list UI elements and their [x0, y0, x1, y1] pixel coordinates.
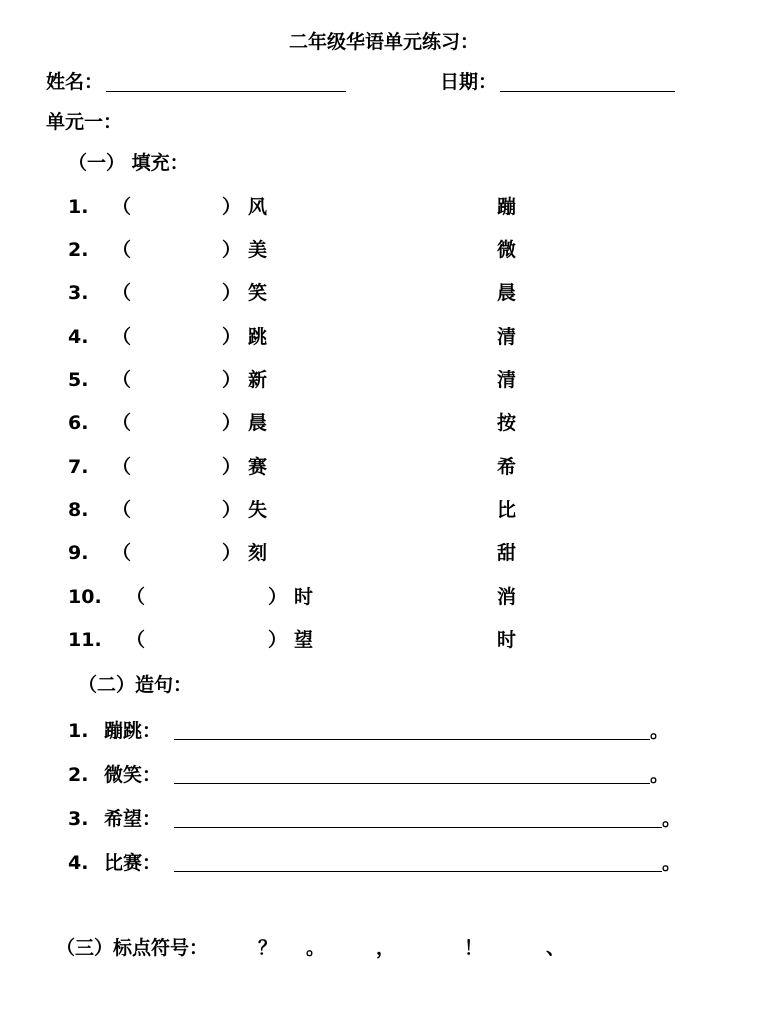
end-period: 。 [650, 720, 670, 742]
row-number: 2. [68, 239, 89, 261]
enumeration-comma-mark: 、 [546, 937, 566, 959]
page-title: 二年级华语单元练习： [288, 31, 479, 53]
open-paren: （ [112, 499, 132, 521]
choice-char: 甜 [497, 542, 517, 564]
row-number: 11. [68, 629, 102, 651]
comma-mark: ， [376, 937, 396, 959]
choice-char: 微 [497, 239, 517, 261]
name-label: 姓名： [46, 71, 104, 93]
row-number: 3. [68, 282, 89, 304]
section2-heading: （二）造句： [78, 674, 193, 696]
sentence-item [0, 851, 768, 875]
section1-heading: （一） 填充： [68, 152, 189, 174]
open-paren: （ [112, 239, 132, 261]
given-char: 美 [248, 239, 268, 261]
given-char: 晨 [248, 412, 268, 434]
open-paren: （ [112, 542, 132, 564]
name-blank[interactable] [106, 91, 346, 92]
answer-blank[interactable] [174, 827, 662, 828]
fill-row [0, 195, 768, 219]
date-label: 日期： [440, 71, 498, 93]
target-word: 微笑： [104, 764, 162, 786]
close-paren: ） [222, 542, 242, 564]
fill-row [0, 455, 768, 479]
given-char: 跳 [248, 326, 268, 348]
item-number: 3. [68, 808, 89, 830]
fill-row [0, 498, 768, 522]
given-char: 新 [248, 369, 268, 391]
sentence-item [0, 719, 768, 743]
open-paren: （ [112, 412, 132, 434]
fill-row [0, 368, 768, 392]
close-paren: ） [222, 369, 242, 391]
close-paren: ） [268, 586, 288, 608]
fill-row [0, 541, 768, 565]
open-paren: （ [112, 456, 132, 478]
open-paren: （ [112, 369, 132, 391]
choice-char: 清 [497, 326, 517, 348]
punctuation-section [0, 936, 768, 960]
close-paren: ） [222, 412, 242, 434]
open-paren: （ [112, 196, 132, 218]
section3-heading: （三）标点符号： [56, 937, 209, 959]
close-paren: ） [222, 196, 242, 218]
choice-char: 晨 [497, 282, 517, 304]
date-blank[interactable] [500, 91, 675, 92]
sentence-item [0, 763, 768, 787]
choice-char: 按 [497, 412, 517, 434]
row-number: 9. [68, 542, 89, 564]
unit-heading: 单元一： [46, 111, 123, 133]
close-paren: ） [222, 326, 242, 348]
answer-blank[interactable] [174, 783, 650, 784]
fill-row [0, 628, 768, 652]
target-word: 希望： [104, 808, 162, 830]
close-paren: ） [222, 239, 242, 261]
row-number: 6. [68, 412, 89, 434]
fill-row [0, 238, 768, 262]
fill-row [0, 411, 768, 435]
close-paren: ） [222, 499, 242, 521]
choice-char: 希 [497, 456, 517, 478]
given-char: 失 [248, 499, 268, 521]
close-paren: ） [222, 282, 242, 304]
item-number: 1. [68, 720, 89, 742]
row-number: 4. [68, 326, 89, 348]
open-paren: （ [126, 586, 146, 608]
choice-char: 比 [497, 499, 517, 521]
row-number: 8. [68, 499, 89, 521]
open-paren: （ [112, 282, 132, 304]
answer-blank[interactable] [174, 739, 650, 740]
open-paren: （ [112, 326, 132, 348]
answer-blank[interactable] [174, 871, 662, 872]
sentence-item [0, 807, 768, 831]
given-char: 风 [248, 196, 268, 218]
given-char: 时 [294, 586, 314, 608]
item-number: 2. [68, 764, 89, 786]
item-number: 4. [68, 852, 89, 874]
row-number: 5. [68, 369, 89, 391]
open-paren: （ [126, 629, 146, 651]
choice-char: 消 [497, 586, 517, 608]
target-word: 比赛： [104, 852, 162, 874]
choice-char: 蹦 [497, 196, 517, 218]
row-number: 1. [68, 196, 89, 218]
end-period: 。 [662, 808, 682, 830]
exclamation-mark: ！ [464, 937, 484, 959]
full-stop-mark: 。 [306, 937, 326, 959]
fill-row [0, 325, 768, 349]
row-number: 7. [68, 456, 89, 478]
end-period: 。 [662, 852, 682, 874]
given-char: 赛 [248, 456, 268, 478]
end-period: 。 [650, 764, 670, 786]
given-char: 望 [294, 629, 314, 651]
choice-char: 清 [497, 369, 517, 391]
close-paren: ） [268, 629, 288, 651]
given-char: 笑 [248, 282, 268, 304]
row-number: 10. [68, 586, 102, 608]
fill-row [0, 585, 768, 609]
fill-row [0, 281, 768, 305]
given-char: 刻 [248, 542, 268, 564]
question-mark: ？ [258, 937, 278, 959]
close-paren: ） [222, 456, 242, 478]
target-word: 蹦跳： [104, 720, 162, 742]
choice-char: 时 [497, 629, 517, 651]
